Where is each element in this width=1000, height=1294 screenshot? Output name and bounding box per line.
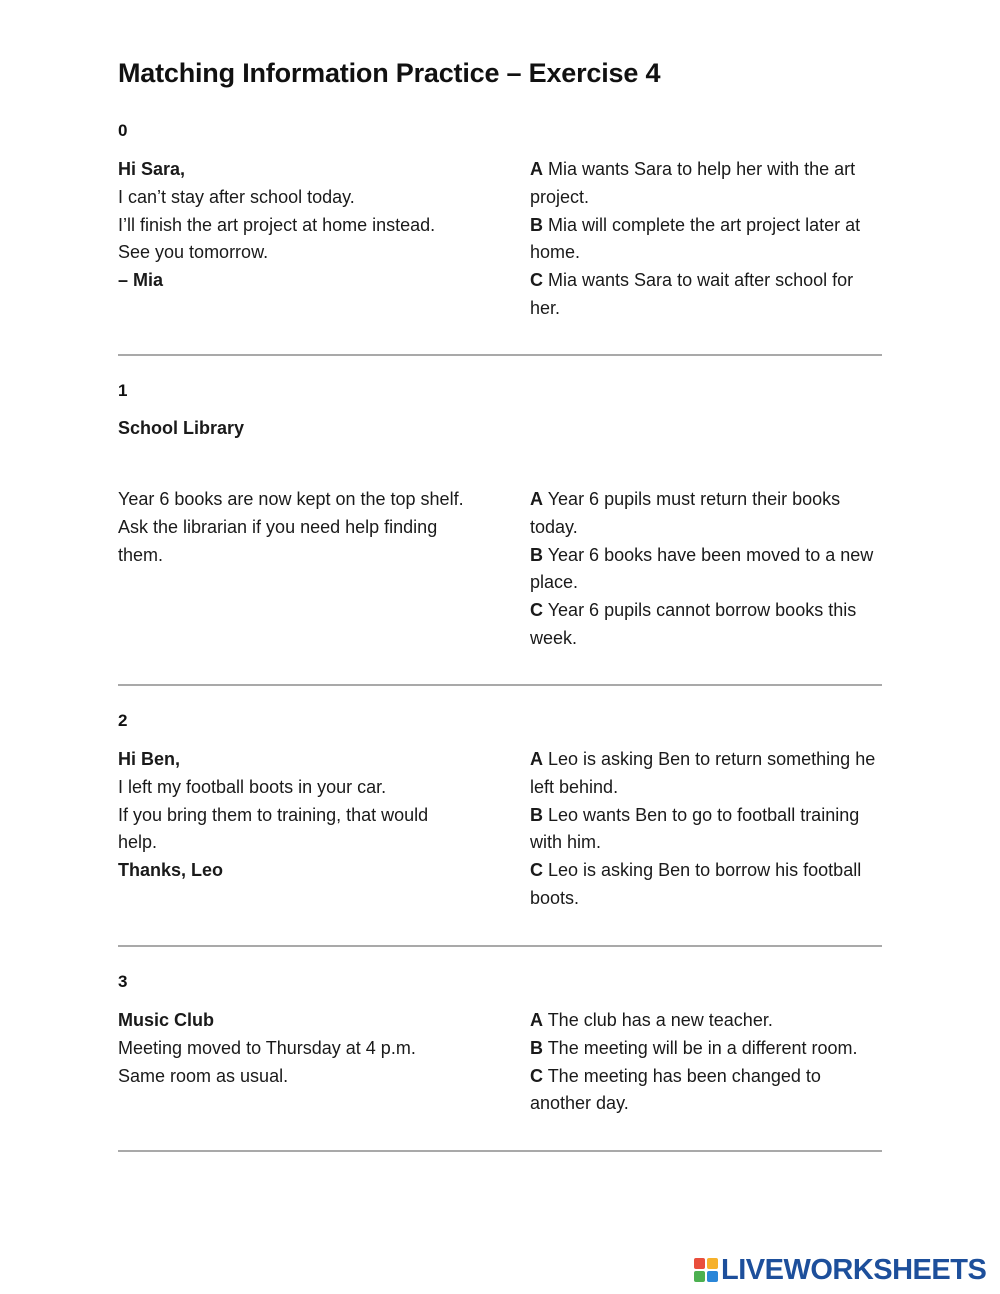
section-divider bbox=[118, 354, 882, 356]
answer-options bbox=[530, 746, 886, 913]
option-letter: B bbox=[530, 544, 543, 565]
section-divider bbox=[118, 1150, 882, 1152]
option-text: Year 6 pupils cannot borrow books this week. bbox=[530, 600, 857, 648]
option-b[interactable] bbox=[530, 1035, 886, 1063]
logo-square bbox=[707, 1271, 718, 1282]
option-b[interactable] bbox=[530, 542, 886, 598]
option-text: Year 6 books have been moved to a new place. bbox=[530, 544, 874, 593]
option-c[interactable] bbox=[530, 1063, 886, 1119]
greeting: Hi Ben, bbox=[118, 749, 181, 769]
option-letter: A bbox=[530, 159, 543, 179]
message-line: If you bring them to training, that would help. bbox=[118, 804, 429, 853]
option-letter: C bbox=[530, 270, 543, 291]
option-b[interactable] bbox=[530, 802, 886, 858]
option-text: Leo wants Ben to go to football training with him. bbox=[530, 804, 860, 853]
message-line: I left my football boots in your car. bbox=[118, 776, 387, 797]
answer-options bbox=[530, 1007, 886, 1118]
notice-heading: School Library bbox=[118, 418, 245, 438]
question-1 bbox=[118, 381, 882, 648]
answer-options bbox=[530, 156, 886, 323]
option-text: The club has a new teacher. bbox=[547, 1010, 773, 1030]
option-letter: A bbox=[530, 489, 543, 509]
message-text bbox=[118, 1007, 468, 1090]
liveworksheets-logo-icon bbox=[694, 1258, 718, 1282]
section-divider bbox=[118, 684, 882, 686]
message-text bbox=[118, 486, 468, 569]
option-letter: C bbox=[530, 1065, 543, 1086]
option-text: Mia wants Sara to wait after school for her. bbox=[530, 270, 854, 318]
option-letter: B bbox=[530, 804, 543, 825]
question-2 bbox=[118, 711, 882, 908]
answer-options bbox=[530, 486, 886, 653]
option-text: The meeting has been changed to another day. bbox=[530, 1065, 821, 1114]
question-number: 1 bbox=[118, 381, 128, 400]
signature: – Mia bbox=[118, 270, 164, 291]
option-text: Mia will complete the art project later at home. bbox=[530, 214, 861, 263]
option-text: The meeting will be in a different room. bbox=[547, 1037, 858, 1058]
option-letter: A bbox=[530, 1010, 543, 1030]
question-3 bbox=[118, 972, 882, 1114]
message-line: Year 6 books are now kept on the top shelf. bbox=[118, 489, 464, 509]
option-text: Leo is asking Ben to return something he left behind. bbox=[530, 749, 876, 797]
option-c[interactable] bbox=[530, 597, 886, 653]
option-a[interactable] bbox=[530, 746, 886, 802]
logo-square bbox=[694, 1271, 705, 1282]
question-number: 0 bbox=[118, 121, 128, 140]
option-letter: A bbox=[530, 749, 543, 769]
option-c[interactable] bbox=[530, 857, 886, 913]
option-c[interactable] bbox=[530, 267, 886, 323]
page-title: Matching Information Practice – Exercise 4 bbox=[118, 58, 661, 88]
question-number: 3 bbox=[118, 972, 128, 991]
option-text: Mia wants Sara to help her with the art project. bbox=[530, 159, 856, 207]
section-divider bbox=[118, 945, 882, 947]
message-line: Ask the librarian if you need help finding them. bbox=[118, 516, 438, 565]
option-letter: B bbox=[530, 214, 543, 235]
option-text: Year 6 pupils must return their books today. bbox=[530, 489, 841, 537]
option-a[interactable] bbox=[530, 486, 886, 542]
option-letter: B bbox=[530, 1037, 543, 1058]
message-line: Same room as usual. bbox=[118, 1065, 289, 1086]
logo-square bbox=[707, 1258, 718, 1269]
greeting: Hi Sara, bbox=[118, 159, 186, 179]
message-line: Meeting moved to Thursday at 4 p.m. bbox=[118, 1037, 416, 1058]
liveworksheets-logo[interactable] bbox=[694, 1254, 986, 1286]
question-number: 2 bbox=[118, 711, 128, 730]
option-letter: C bbox=[530, 860, 543, 881]
logo-square bbox=[694, 1258, 705, 1269]
option-letter: C bbox=[530, 600, 543, 621]
message-text bbox=[118, 156, 468, 295]
signature: Thanks, Leo bbox=[118, 860, 224, 881]
question-0 bbox=[118, 121, 882, 318]
message-line: I’ll finish the art project at home instead. bbox=[118, 214, 436, 235]
notice-heading: Music Club bbox=[118, 1010, 215, 1030]
option-text: Leo is asking Ben to borrow his football boots. bbox=[530, 860, 862, 908]
message-line: I can’t stay after school today. bbox=[118, 186, 355, 207]
brand-name: LIVEWORKSHEETS bbox=[721, 1253, 987, 1286]
message-line: See you tomorrow. bbox=[118, 242, 269, 263]
option-a[interactable] bbox=[530, 1007, 886, 1035]
option-a[interactable] bbox=[530, 156, 886, 212]
message-text bbox=[118, 746, 468, 885]
option-b[interactable] bbox=[530, 212, 886, 268]
